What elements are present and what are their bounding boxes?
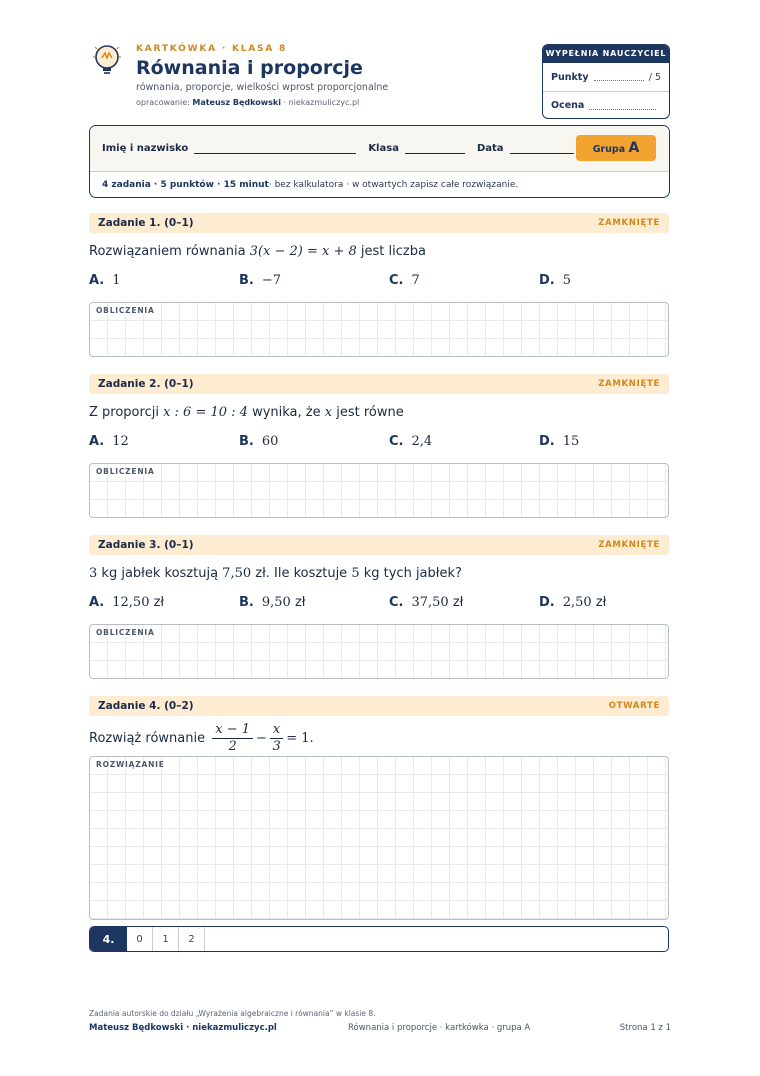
score-cell-1[interactable]: 1 <box>153 927 179 951</box>
task-4-score-bar <box>89 926 669 952</box>
lightbulb-logo-icon <box>92 44 122 78</box>
score-task-number: 4. <box>90 927 127 951</box>
date-label: Data <box>476 143 504 154</box>
task-2-title: Zadanie 2. (0–1) <box>98 378 194 390</box>
grid-label: OBLICZENIA <box>96 306 155 315</box>
group-value: A <box>628 140 640 156</box>
task-2-work-grid[interactable] <box>89 463 669 518</box>
page-subtitle: równania, proporcje, wielkości wprost proporcjonalne <box>136 82 389 93</box>
worksheet-kicker: KARTKÓWKA · KLASA 8 <box>136 44 288 54</box>
task-2-header <box>89 374 669 394</box>
grid-label: ROZWIĄZANIE <box>96 760 165 769</box>
student-info-box <box>89 125 670 198</box>
answer-option[interactable]: B. −7 <box>239 273 282 288</box>
test-info <box>90 171 669 198</box>
task-2-question: Z proporcji x : 6 = 10 : 4 wynika, że x jest równe <box>89 405 404 420</box>
author-name: Mateusz Będkowski <box>192 98 281 107</box>
task-1-answers <box>89 273 669 291</box>
grade-row <box>543 91 669 119</box>
answer-option[interactable]: B. 9,50 zł <box>239 595 306 610</box>
answer-option[interactable]: D. 2,50 zł <box>539 595 607 610</box>
answer-option[interactable]: A. 12 <box>89 434 129 449</box>
date-field[interactable] <box>510 144 574 154</box>
answer-option[interactable]: D. 5 <box>539 273 572 288</box>
points-row <box>543 63 669 91</box>
footer-page-number: Strona 1 z 1 <box>619 1023 671 1033</box>
class-field[interactable] <box>405 144 465 154</box>
grade-field[interactable] <box>589 102 656 110</box>
task-4-solution-grid[interactable] <box>89 756 669 920</box>
task-3-header <box>89 535 669 555</box>
points-field[interactable] <box>594 73 644 81</box>
grid-label: OBLICZENIA <box>96 628 155 637</box>
footer-author: Mateusz Będkowski · niekazmuliczyc.pl <box>89 1023 277 1033</box>
grade-label: Ocena <box>551 100 585 111</box>
student-fields <box>90 126 669 171</box>
answer-option[interactable]: C. 37,50 zł <box>389 595 464 610</box>
task-3-title: Zadanie 3. (0–1) <box>98 539 194 551</box>
points-label: Punkty <box>551 71 589 83</box>
score-cell-2[interactable]: 2 <box>179 927 205 951</box>
task-4-title: Zadanie 4. (0–2) <box>98 700 194 712</box>
test-info-rest: · bez kalkulatora · w otwartych zapisz całe rozwiązanie. <box>268 180 519 190</box>
task-1-work-grid[interactable] <box>89 302 669 357</box>
task-1-question: Rozwiązaniem równania 3(x − 2) = x + 8 jest liczba <box>89 244 426 259</box>
task-2-type: ZAMKNIĘTE <box>598 379 660 389</box>
grid-label: OBLICZENIA <box>96 467 155 476</box>
class-label: Klasa <box>368 143 399 154</box>
task-1-header <box>89 213 669 233</box>
teacher-box <box>542 44 670 119</box>
task-2-proportion: x : 6 = 10 : 4 <box>163 405 248 420</box>
name-label: Imię i nazwisko <box>102 143 189 154</box>
answer-option[interactable]: C. 2,4 <box>389 434 433 449</box>
score-cell-0[interactable]: 0 <box>127 927 153 951</box>
footer-note: Zadania autorskie do działu „Wyrażenia algebraiczne i równania” w klasie 8. <box>89 1009 376 1018</box>
task-1-title: Zadanie 1. (0–1) <box>98 217 194 229</box>
task-4-type: OTWARTE <box>608 701 660 711</box>
answer-option[interactable]: C. 7 <box>389 273 420 288</box>
footer-title: Równania i proporcje · kartkówka · grupa A <box>348 1023 531 1033</box>
task-3-type: ZAMKNIĘTE <box>598 540 660 550</box>
task-3-answers <box>89 595 669 613</box>
answer-option[interactable]: A. 12,50 zł <box>89 595 165 610</box>
task-3-question: 3 kg jabłek kosztują 7,50 zł. Ile kosztuje 5 kg tych jabłek? <box>89 566 462 581</box>
task-1-type: ZAMKNIĘTE <box>598 218 660 228</box>
task-3-work-grid[interactable] <box>89 624 669 679</box>
task-2-answers <box>89 434 669 452</box>
fraction-1: $\frac{x - 1}{2}$ <box>212 722 253 755</box>
teacher-box-title: WYPEŁNIA NAUCZYCIEL <box>543 45 669 63</box>
answer-option[interactable]: B. 60 <box>239 434 279 449</box>
author-line: opracowanie: Mateusz Będkowski · niekazmuliczyc.pl <box>136 98 360 107</box>
points-max: / 5 <box>648 71 661 83</box>
group-badge: Grupa A <box>576 135 656 161</box>
answer-option[interactable]: D. 15 <box>539 434 580 449</box>
answer-option[interactable]: A. 1 <box>89 273 121 288</box>
fraction-2: $\frac{x}{3}$ <box>270 722 283 755</box>
test-info-bold: 4 zadania · 5 punktów · 15 minut <box>102 180 269 190</box>
task-4-question: Rozwiąż równanie $\frac{x - 1}{2}$ − $\frac{x}{3}$ = 1. <box>89 722 314 754</box>
task-1-equation: 3(x − 2) = x + 8 <box>249 244 357 259</box>
name-field[interactable] <box>194 144 356 154</box>
task-4-header <box>89 696 669 716</box>
page-title: Równania i proporcje <box>136 57 363 79</box>
